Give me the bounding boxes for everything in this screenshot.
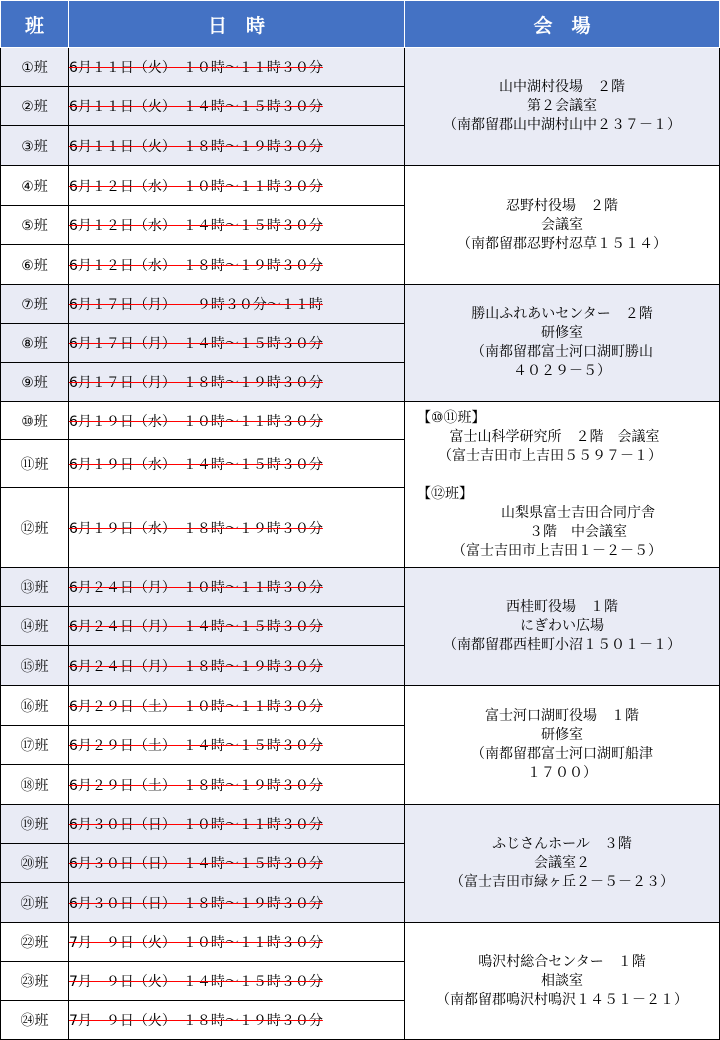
session-datetime: 6月２９日（土） １８時～１９時３０分 (69, 777, 323, 794)
header-venue: 会 場 (405, 1, 720, 48)
venue-line: 富士河口湖町役場 １階 (485, 708, 639, 724)
group-number: ㉒班 (1, 923, 69, 962)
session-datetime: 6月１２日（水） １０時～１１時３０分 (69, 178, 323, 195)
session-datetime-cell (69, 883, 405, 923)
group-number: ⑬班 (1, 568, 69, 607)
header-datetime: 日 時 (69, 1, 405, 48)
venue-line: ３階 中会議室 (417, 523, 627, 540)
group-number: ⑫班 (1, 488, 69, 568)
session-datetime: 6月２４日（月） １４時～１５時３０分 (69, 619, 323, 635)
group-number: ④班 (1, 166, 69, 206)
session-datetime: 6月３０日（日） １０時～１１時３０分 (69, 817, 323, 833)
session-datetime-cell (69, 402, 405, 440)
venue-line: 山中湖村役場 ２階 (499, 79, 625, 95)
table-row (1, 402, 720, 440)
venue-cell (405, 285, 720, 402)
venue-line: 第２会議室 (527, 98, 597, 114)
session-datetime-cell (69, 646, 405, 686)
header-han: 班 (1, 1, 69, 48)
session-datetime-cell (69, 844, 405, 883)
venue-line: （南都留郡富士河口湖町船津 (471, 746, 653, 762)
session-datetime: 6月１９日（水） １４時～１５時３０分 (69, 456, 323, 473)
table-row (1, 285, 720, 324)
venue-line: （南都留郡鳴沢村鳴沢１４５１－２１） (436, 991, 688, 1008)
venue-line: （南都留郡山中湖村山中２３７－１） (443, 117, 681, 133)
group-number: ⑨班 (1, 363, 69, 402)
session-datetime: 6月１１日（火） １８時～１９時３０分 (69, 138, 323, 155)
session-datetime-cell (69, 166, 405, 206)
venue-cell (405, 805, 720, 923)
group-number: ⑲班 (1, 805, 69, 844)
venue-cell (405, 48, 720, 166)
venue-line: 相談室 (541, 972, 583, 989)
group-number: ⑰班 (1, 726, 69, 765)
session-datetime-cell (69, 923, 405, 962)
group-number: ㉑班 (1, 883, 69, 923)
group-number: ③班 (1, 126, 69, 166)
venue-line: 鳴沢村総合センター １階 (478, 953, 646, 970)
table-row (1, 48, 720, 87)
venue-line: 研修室 (541, 727, 583, 743)
venue-line: （富士吉田市上吉田１－２－５） (417, 542, 662, 559)
group-number: ⑥班 (1, 245, 69, 285)
session-datetime: 6月２４日（月） １８時～１９時３０分 (69, 658, 323, 675)
session-datetime: 6月３０日（日） １４時～１５時３０分 (69, 856, 323, 872)
session-datetime-cell (69, 1001, 405, 1040)
venue-line: （富士吉田市上吉田５５９７－１） (417, 447, 662, 464)
session-datetime-cell (69, 245, 405, 285)
session-datetime-cell (69, 805, 405, 844)
session-datetime: 6月１２日（水） １４時～１５時３０分 (69, 218, 323, 234)
session-datetime-cell (69, 363, 405, 402)
table-header-row (1, 1, 720, 48)
schedule-body (1, 48, 720, 1040)
session-datetime: 7月 ９日（火） １４時～１５時３０分 (69, 974, 323, 990)
venue-line (417, 466, 719, 485)
venue-line: （南都留郡忍野村忍草１５１４） (457, 235, 667, 252)
group-number: ⑳班 (1, 844, 69, 883)
session-datetime: 7月 ９日（火） １８時～１９時３０分 (69, 1013, 323, 1029)
session-datetime-cell (69, 324, 405, 363)
group-number: ⑯班 (1, 686, 69, 726)
venue-line: 研修室 (541, 325, 583, 341)
venue-line: ふじさんホール ３階 (492, 836, 632, 852)
session-datetime: 6月３０日（日） １８時～１９時３０分 (69, 895, 323, 912)
table-row (1, 166, 720, 206)
session-datetime-cell (69, 440, 405, 488)
table-row (1, 923, 720, 962)
group-number: ㉔班 (1, 1001, 69, 1040)
session-datetime: 6月１９日（水） １８時～１９時３０分 (69, 520, 323, 537)
venue-line: 【⑫班】 (417, 485, 473, 502)
group-number: ⑮班 (1, 646, 69, 686)
session-datetime-cell (69, 607, 405, 646)
session-datetime-cell (69, 488, 405, 568)
session-datetime: 6月２４日（月） １０時～１１時３０分 (69, 580, 323, 596)
group-number: ⑭班 (1, 607, 69, 646)
session-datetime-cell (69, 686, 405, 726)
session-datetime-cell (69, 206, 405, 245)
session-datetime-cell (69, 285, 405, 324)
group-number: ⑩班 (1, 402, 69, 440)
session-datetime: 6月１７日（月） １４時～１５時３０分 (69, 336, 323, 352)
group-number: ⑦班 (1, 285, 69, 324)
venue-line: 山梨県富士吉田合同庁舎 (417, 504, 655, 521)
session-datetime-cell (69, 48, 405, 87)
session-datetime: 6月１１日（火） １０時～１１時３０分 (69, 60, 323, 76)
venue-line: 富士山科学研究所 ２階 会議室 (417, 428, 660, 445)
session-datetime: 6月１１日（火） １４時～１５時３０分 (69, 99, 323, 115)
group-number: ①班 (1, 48, 69, 87)
session-datetime-cell (69, 87, 405, 126)
venue-cell (405, 166, 720, 285)
session-datetime: 6月１９日（水） １０時～１１時３０分 (69, 413, 323, 430)
session-datetime: 6月１７日（月） ９時３０分～１１時 (69, 297, 323, 313)
venue-line: （南都留郡西桂町小沼１５０１－１） (443, 637, 681, 653)
venue-line: にぎわい広場 (520, 618, 604, 634)
session-datetime: 6月２９日（土） １４時～１５時３０分 (69, 738, 323, 754)
venue-line: 勝山ふれあいセンター ２階 (471, 306, 653, 322)
group-number: ⑱班 (1, 765, 69, 805)
group-number: ㉓班 (1, 962, 69, 1001)
venue-line: 西桂町役場 １階 (506, 599, 618, 615)
session-datetime-cell (69, 962, 405, 1001)
venue-cell (405, 568, 720, 686)
session-datetime: 6月１７日（月） １８時～１９時３０分 (69, 375, 323, 391)
session-datetime-cell (69, 568, 405, 607)
session-datetime-cell (69, 126, 405, 166)
venue-line: （富士吉田市緑ヶ丘２－５－２３） (450, 874, 674, 890)
group-number: ⑪班 (1, 440, 69, 488)
session-datetime: 6月１２日（水） １８時～１９時３０分 (69, 257, 323, 274)
venue-line: 【⑩⑪班】 (417, 409, 486, 426)
session-datetime: 6月２９日（土） １０時～１１時３０分 (69, 698, 323, 715)
session-datetime-cell (69, 765, 405, 805)
venue-line: 忍野村役場 ２階 (506, 197, 618, 214)
venue-cell (405, 402, 720, 568)
table-row (1, 686, 720, 726)
group-number: ⑧班 (1, 324, 69, 363)
venue-line: 会議室２ (534, 855, 590, 871)
venue-line: ４０２９－５） (513, 363, 611, 379)
venue-line: 会議室 (541, 216, 583, 233)
group-number: ②班 (1, 87, 69, 126)
session-datetime: 7月 ９日（火） １０時～１１時３０分 (69, 935, 323, 951)
session-datetime-cell (69, 726, 405, 765)
venue-line: １７００） (527, 765, 597, 781)
table-row (1, 805, 720, 844)
group-number: ⑤班 (1, 206, 69, 245)
venue-cell (405, 686, 720, 805)
venue-cell (405, 923, 720, 1040)
table-row (1, 568, 720, 607)
venue-line: （南都留郡富士河口湖町勝山 (471, 344, 653, 360)
